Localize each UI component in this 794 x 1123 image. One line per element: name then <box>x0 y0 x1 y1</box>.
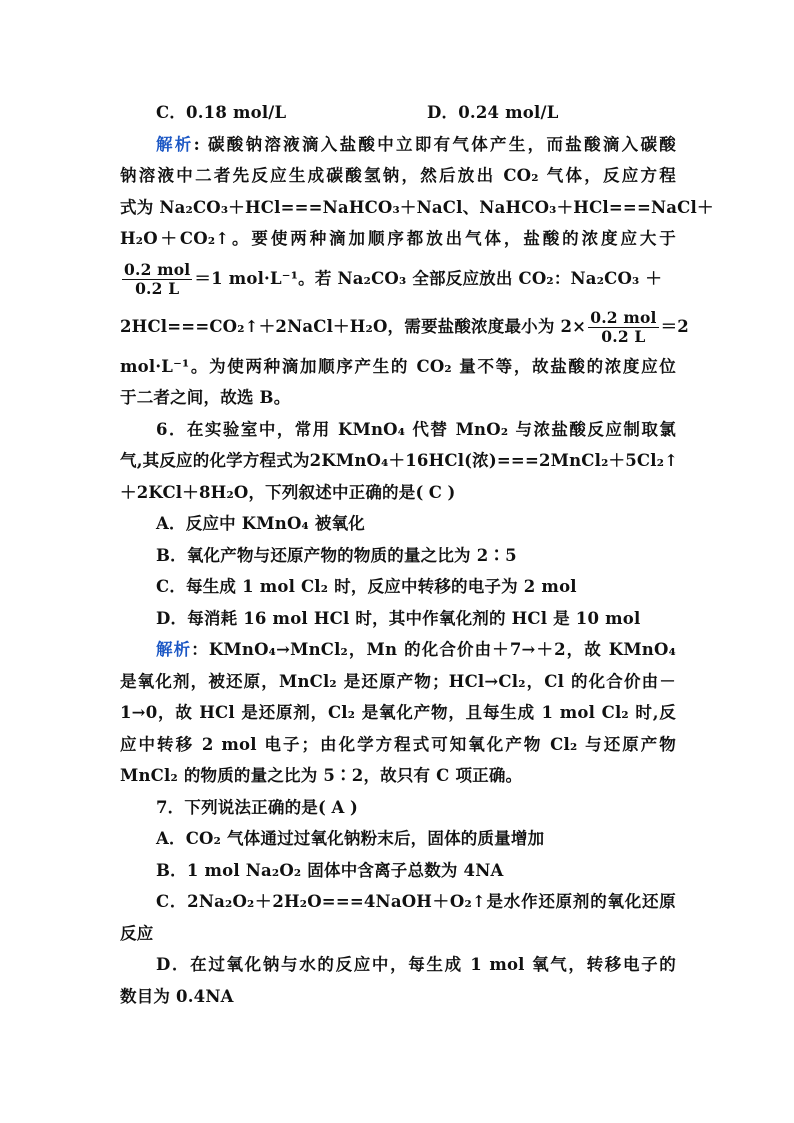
q5-options-cd <box>120 97 676 129</box>
q5-option-d: D．0.24 mol/L <box>427 103 559 122</box>
q7-option-d-line-2: 数目为 0.4NA <box>120 986 234 1006</box>
q7-option-d-line-1: D．在过氧化钠与水的反应中，每生成 1 mol 氧气，转移电子的 <box>156 955 676 974</box>
q6-analysis-line-1: 解析：KMnO₄→MnCl₂，Mn 的化合价由＋7→＋2，故 KMnO₄ <box>156 640 676 659</box>
q5-fraction-2: $\frac{\text{0.2 mol}}{0.2 L}$ <box>590 307 657 346</box>
q6-answer: C <box>428 482 443 502</box>
q6-stem-line-2: 气,其反应的化学方程式为2KMnO₄＋16HCl(浓)===2MnCl₂＋5Cl₂↑ <box>120 451 679 470</box>
document-page <box>120 97 714 1012</box>
q7-option-b: B．1 mol Na₂O₂ 固体中含离子总数为 4NA <box>156 860 504 880</box>
q7-stem: 7．下列说法正确的是( A ) <box>120 792 676 824</box>
q5-analysis-line-2: 钠溶液中二者先反应生成碳酸氢钠，然后放出 CO₂ 气体，反应方程 <box>120 166 676 185</box>
q6-option-d: D．每消耗 16 mol HCl 时，其中作氧化剂的 HCl 是 10 mol <box>156 608 641 628</box>
q6-stem-line-3: ＋2KCl＋8H₂O，下列叙述中正确的是( C ) <box>120 477 676 509</box>
q6-analysis-line-4: 应中转移 2 mol 电子；由化学方程式可知氧化产物 Cl₂ 与还原产物 <box>120 734 676 754</box>
q6-analysis-line-2: 是氧化剂，被还原，MnCl₂ 是还原产物；HCl→Cl₂，Cl 的化合价由－ <box>120 671 676 691</box>
q6-option-b: B．氧化产物与还原产物的物质的量之比为 2∶5 <box>156 545 517 565</box>
q5-analysis-line-4: H₂O＋CO₂↑。要使两种滴加顺序都放出气体，盐酸的浓度应大于 <box>120 229 676 248</box>
q5-analysis-label: 解析 <box>156 134 194 154</box>
q5-fraction-1: $\frac{\text{0.2 mol}}{0.2 L}$ <box>124 259 191 298</box>
q5-analysis-line-6: 2HCl===CO₂↑＋2NaCl＋H₂O，需要盐酸浓度最小为 2× $\frac{\text{0.2 mol}}{0.2 L}$ ＝2 <box>120 307 689 346</box>
q6-analysis-line-3: 1→0，故 HCl 是还原剂，Cl₂ 是氧化产物，且每生成 1 mol Cl₂ 时,反 <box>120 703 676 722</box>
q6-analysis-label: 解析 <box>156 640 192 659</box>
q6-option-c: C．每生成 1 mol Cl₂ 时，反应中转移的电子为 2 mol <box>156 577 577 596</box>
q5-analysis-line-7: mol·L⁻¹。为使两种滴加顺序产生的 CO₂ 量不等，故盐酸的浓度应位 <box>120 356 676 376</box>
q7-option-a: A．CO₂ 气体通过过氧化钠粉末后，固体的质量增加 <box>156 829 545 848</box>
q5-option-c: C．0.18 mol/L <box>156 103 287 122</box>
q5-analysis-line-1: 解析: 碳酸钠溶液滴入盐酸中立即有气体产生，而盐酸滴入碳酸 <box>156 134 676 154</box>
q5-analysis-line-3: 式为 Na₂CO₃＋HCl===NaHCO₃＋NaCl、NaHCO₃＋HCl===NaCl＋ <box>120 197 714 217</box>
q7-answer: A <box>331 797 345 817</box>
q5-analysis-line-8: 于二者之间，故选 B。 <box>120 388 291 407</box>
q6-stem-line-1: 6．在实验室中，常用 KMnO₄ 代替 MnO₂ 与浓盐酸反应制取氯 <box>156 419 676 439</box>
q6-option-a: A．反应中 KMnO₄ 被氧化 <box>156 514 365 533</box>
q7-option-c-line-1: C．2Na₂O₂＋2H₂O===4NaOH＋O₂↑是水作还原剂的氧化还原 <box>156 892 676 911</box>
q6-analysis-line-5: MnCl₂ 的物质的量之比为 5∶2，故只有 C 项正确。 <box>120 766 523 785</box>
q7-option-c-line-2: 反应 <box>120 923 154 943</box>
q5-analysis-line-5: $\frac{\text{0.2 mol}}{0.2 L}$ ＝1 mol·L⁻¹。若 Na₂CO₃ 全部反应放出 CO₂：Na₂CO₃ ＋ <box>124 259 663 298</box>
